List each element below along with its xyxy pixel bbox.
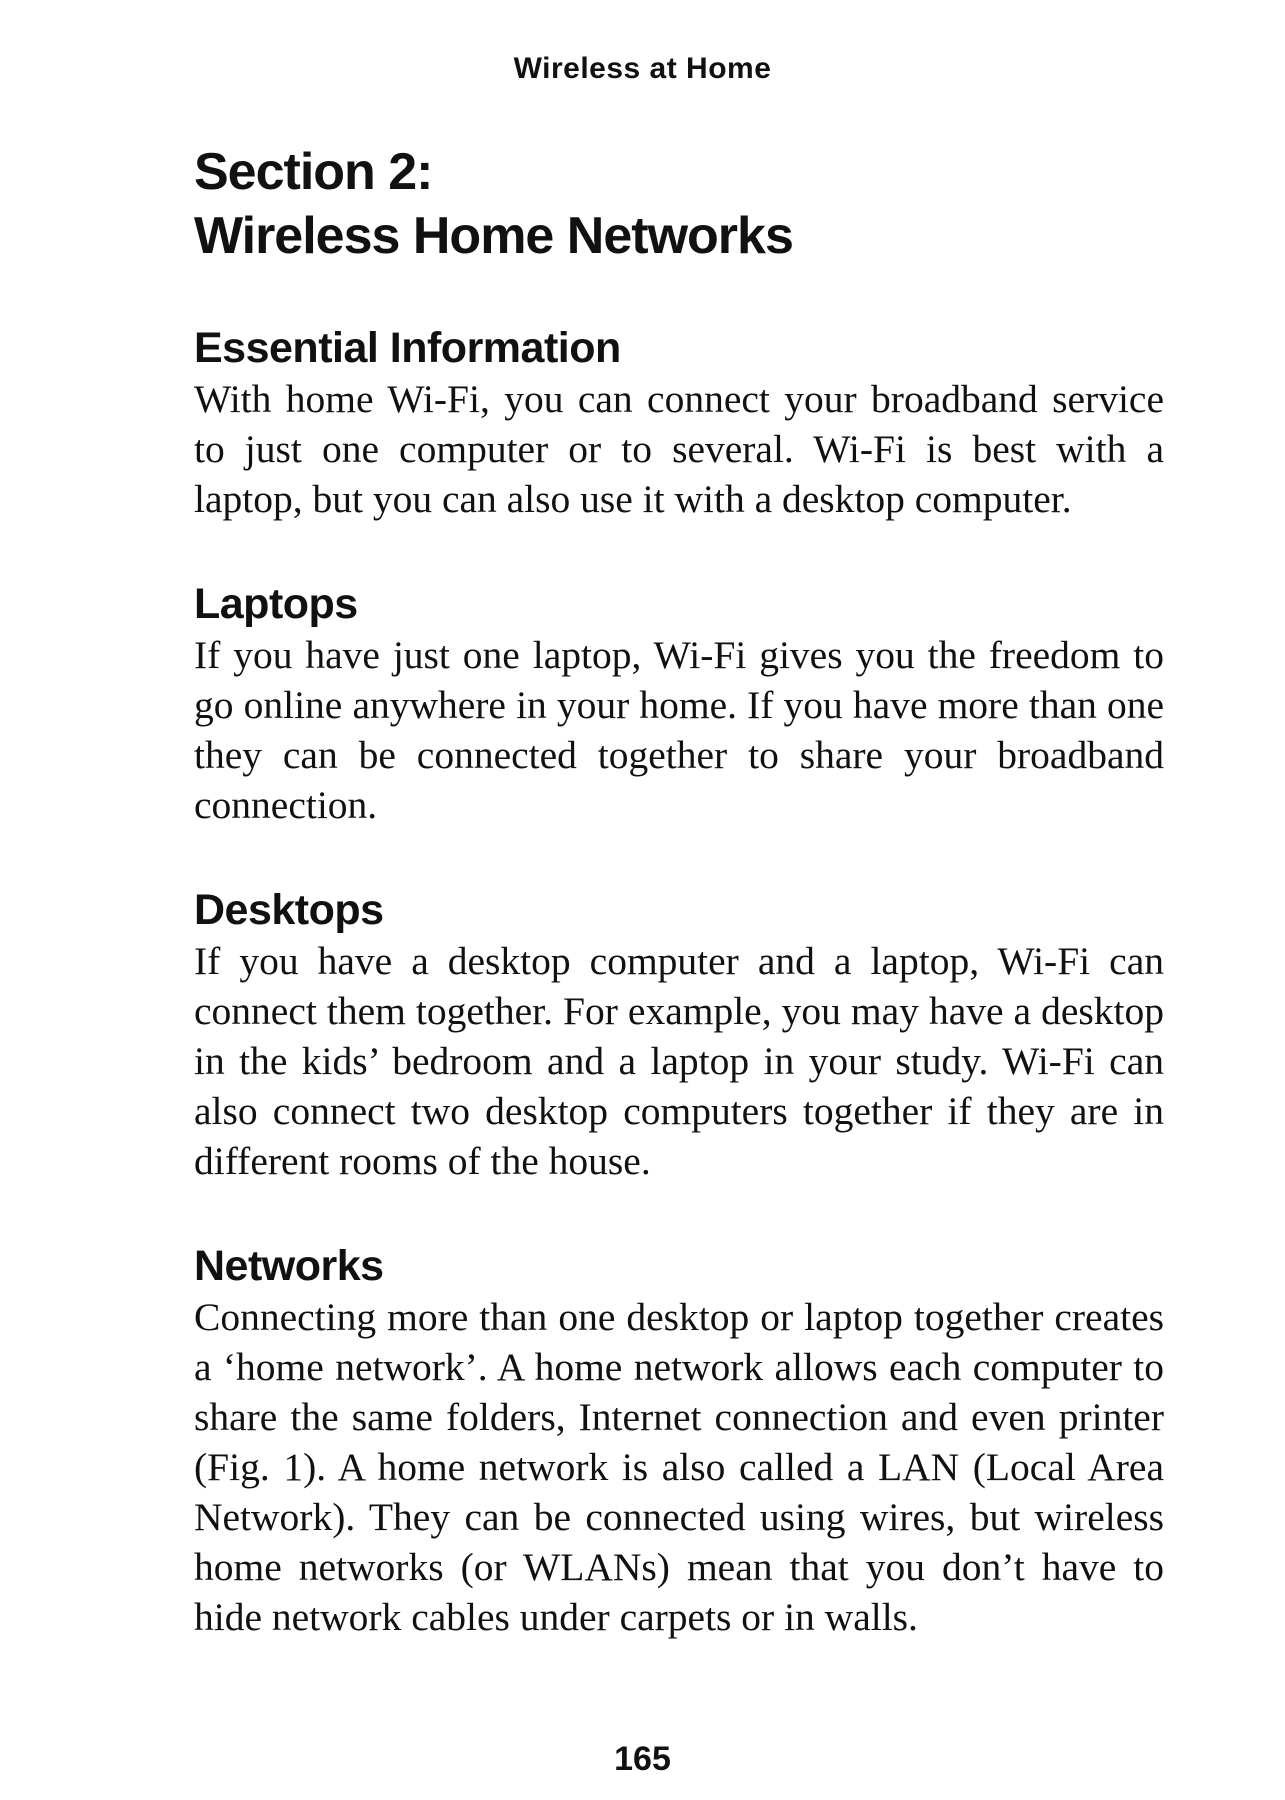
section-title — [194, 140, 1164, 268]
networks-section — [194, 1242, 1164, 1642]
laptops-heading: Laptops — [194, 580, 358, 628]
networks-paragraph: Connecting more than one desktop or laptop together creates a ‘home network’. A home network allows each computer to share the same folders, Internet connection and even printer (Fig. 1). A home network is also called a LAN (Local Area Network). They can be connected using wires, but wireless home networks (or WLANs) mean that you don’t have to hide network cables under carpets or in walls. — [194, 1295, 1164, 1639]
laptops-section — [194, 580, 1164, 830]
desktops-heading: Desktops — [194, 886, 384, 934]
networks-heading: Networks — [194, 1242, 384, 1290]
essential-information-section — [194, 324, 1164, 524]
section-name: Wireless Home Networks — [194, 207, 793, 265]
running-head: Wireless at Home — [513, 52, 772, 85]
page-content — [194, 140, 1164, 1698]
essential-information-paragraph: With home Wi-Fi, you can connect your broadband service to just one computer or to several. Wi-Fi is best with a laptop, but you can also use it with a desktop computer. — [194, 377, 1164, 521]
section-number: Section 2: — [194, 143, 433, 201]
essential-information-heading: Essential Information — [194, 324, 621, 372]
desktops-paragraph: If you have a desktop computer and a laptop, Wi-Fi can connect them together. For example, you may have a desktop in the kids’ bedroom and a laptop in your study. Wi-Fi can also connect two desktop computers together if they are in different rooms of the house. — [194, 939, 1164, 1183]
laptops-paragraph: If you have just one laptop, Wi-Fi gives you the freedom to go online anywhere in your home. If you have more than one they can be connected together to share your broadband connection. — [194, 633, 1164, 827]
desktops-section — [194, 886, 1164, 1186]
page-number: 165 — [614, 1740, 671, 1778]
